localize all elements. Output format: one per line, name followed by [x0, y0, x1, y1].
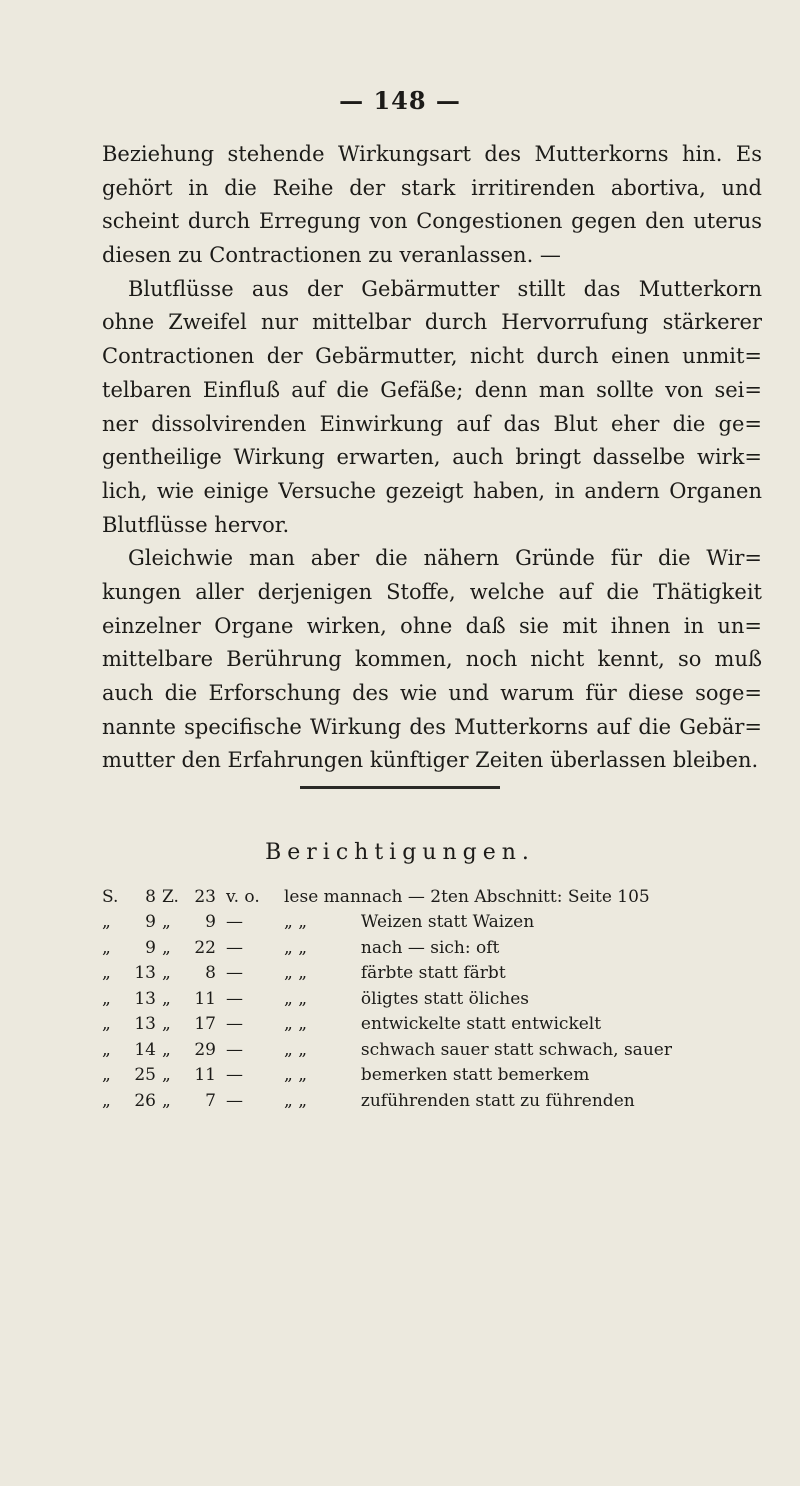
errata-cell-lese: „ „: [284, 963, 308, 984]
text-line: scheint durch Erregung von Congestionen gegen den uterus: [102, 209, 762, 234]
text-line: Blutflüsse hervor.: [102, 512, 290, 537]
errata-row: [102, 884, 762, 910]
errata-cell-page: 9: [145, 912, 156, 933]
errata-cell-correction: entwickelte statt entwickelt: [360, 1014, 602, 1035]
text-line: Gleichwie man aber die nähern Gründe für die Wir=: [128, 546, 762, 571]
errata-row: [102, 1012, 762, 1038]
errata-cell-line: 29: [194, 1039, 216, 1060]
errata-cell-line: 11: [194, 988, 216, 1009]
errata-cell-page: 26: [134, 1090, 156, 1111]
errata-cell-z: „: [162, 1065, 171, 1086]
errata-cell-z: „: [162, 1014, 171, 1035]
text-line: einzelner Organe wirken, ohne daß sie mit ihnen in un=: [102, 613, 762, 638]
errata-row: [102, 986, 762, 1012]
text-line: telbaren Einfluß auf die Gefäße; denn man sollte von sei=: [102, 377, 762, 402]
errata-cell-z: „: [162, 1039, 171, 1060]
errata-cell-correction: öligtes statt öliches: [360, 988, 530, 1009]
errata-cell-lese: „ „: [284, 1014, 308, 1035]
errata-cell-vo: —: [226, 1014, 243, 1035]
errata-cell-page: 13: [134, 1014, 156, 1035]
errata-cell-vo: —: [226, 1090, 243, 1111]
page-number: — 148 —: [339, 86, 461, 115]
errata-cell-z: „: [162, 988, 171, 1009]
text-line: Beziehung stehende Wirkungsart des Mutterkorns hin. Es: [102, 142, 762, 166]
errata-cell-line: 9: [205, 912, 216, 933]
errata-cell-lese: „ „: [284, 1039, 308, 1060]
errata-cell-z: „: [162, 937, 171, 958]
errata-cell-z: „: [162, 963, 171, 984]
text-line: kungen aller derjenigen Stoffe, welche auf die Thätigkeit: [102, 579, 762, 604]
errata-cell-lese: lese man: [284, 886, 361, 907]
errata-cell-z: „: [162, 912, 171, 933]
errata-cell-s: „: [102, 963, 111, 984]
errata-cell-line: 7: [205, 1090, 216, 1111]
text-line: diesen zu Contractionen zu veranlassen. —: [102, 243, 561, 268]
errata-title: Berichtigungen.: [265, 840, 535, 865]
errata-cell-page: 9: [145, 937, 156, 958]
text-line: Contractionen der Gebärmutter, nicht durch einen unmit=: [102, 344, 762, 369]
text-line: gentheilige Wirkung erwarten, auch bringt dasselbe wirk=: [102, 445, 762, 470]
errata-cell-vo: —: [226, 937, 243, 958]
errata-cell-correction: färbte statt färbt: [360, 963, 506, 984]
text-line: Blutflüsse aus der Gebärmutter stillt das Mutterkorn: [128, 276, 762, 301]
errata-cell-line: 11: [194, 1065, 216, 1086]
errata-cell-z: Z.: [162, 886, 179, 907]
text-line: mittelbare Berührung kommen, noch nicht kennt, so muß: [102, 647, 762, 672]
errata-cell-vo: —: [226, 912, 243, 933]
errata-cell-correction: nach — sich: oft: [360, 937, 500, 958]
text-line: mutter den Erfahrungen künftiger Zeiten überlassen bleiben.: [102, 748, 759, 773]
errata-cell-page: 13: [134, 963, 156, 984]
errata-cell-page: 8: [145, 886, 156, 907]
errata-cell-lese: „ „: [284, 988, 308, 1009]
section-divider: [300, 786, 500, 789]
errata-cell-vo: —: [226, 1039, 243, 1060]
errata-cell-line: 22: [194, 937, 216, 958]
errata-cell-vo: —: [226, 1065, 243, 1086]
errata-cell-line: 8: [205, 963, 216, 984]
errata-cell-z: „: [162, 1090, 171, 1111]
text-line: ohne Zweifel nur mittelbar durch Hervorrufung stärkerer: [102, 310, 762, 335]
errata-cell-s: „: [102, 912, 111, 933]
errata-cell-vo: v. o.: [226, 886, 260, 907]
errata-cell-s: „: [102, 937, 111, 958]
text-line: gehört in die Reihe der stark irritirenden abortiva, und: [102, 175, 762, 200]
errata-cell-s: „: [102, 1014, 111, 1035]
errata-cell-lese: „ „: [284, 912, 308, 933]
errata-cell-s: „: [102, 1065, 111, 1086]
errata-row: [102, 961, 762, 987]
errata-cell-s: „: [102, 1090, 111, 1111]
errata-cell-lese: „ „: [284, 1065, 308, 1086]
errata-cell-s: „: [102, 1039, 111, 1060]
errata-row: [102, 1063, 762, 1089]
errata-cell-vo: —: [226, 988, 243, 1009]
errata-cell-lese: „ „: [284, 1090, 308, 1111]
text-line: auch die Erforschung des wie und warum für diese soge=: [102, 681, 762, 705]
errata-row: [102, 935, 762, 961]
errata-cell-correction: schwach sauer statt schwach, sauer: [360, 1039, 672, 1060]
errata-cell-page: 13: [134, 988, 156, 1009]
errata-cell-line: 23: [194, 886, 216, 907]
errata-cell-page: 25: [134, 1065, 156, 1086]
errata-cell-correction: zuführenden statt zu führenden: [360, 1090, 635, 1111]
text-line: nannte specifische Wirkung des Mutterkorns auf die Gebär=: [102, 714, 762, 739]
errata-cell-s: „: [102, 988, 111, 1009]
errata-cell-correction: Weizen statt Waizen: [360, 912, 535, 933]
body-text: [102, 138, 762, 778]
errata-cell-vo: —: [226, 963, 243, 984]
errata-cell-page: 14: [134, 1039, 156, 1060]
errata-table: [102, 884, 762, 1114]
errata-cell-lese: „ „: [284, 937, 308, 958]
errata-row: [102, 1088, 762, 1114]
errata-cell-correction: nach — 2ten Abschnitt: Seite 105: [360, 886, 650, 907]
errata-cell-s: S.: [102, 886, 119, 907]
text-line: lich, wie einige Versuche gezeigt haben, in andern Organen: [102, 478, 762, 503]
errata-cell-line: 17: [194, 1014, 216, 1035]
errata-row: [102, 910, 762, 936]
errata-row: [102, 1037, 762, 1063]
errata-cell-correction: bemerken statt bemerkem: [360, 1065, 590, 1086]
text-line: ner dissolvirenden Einwirkung auf das Blut eher die ge=: [102, 411, 762, 436]
